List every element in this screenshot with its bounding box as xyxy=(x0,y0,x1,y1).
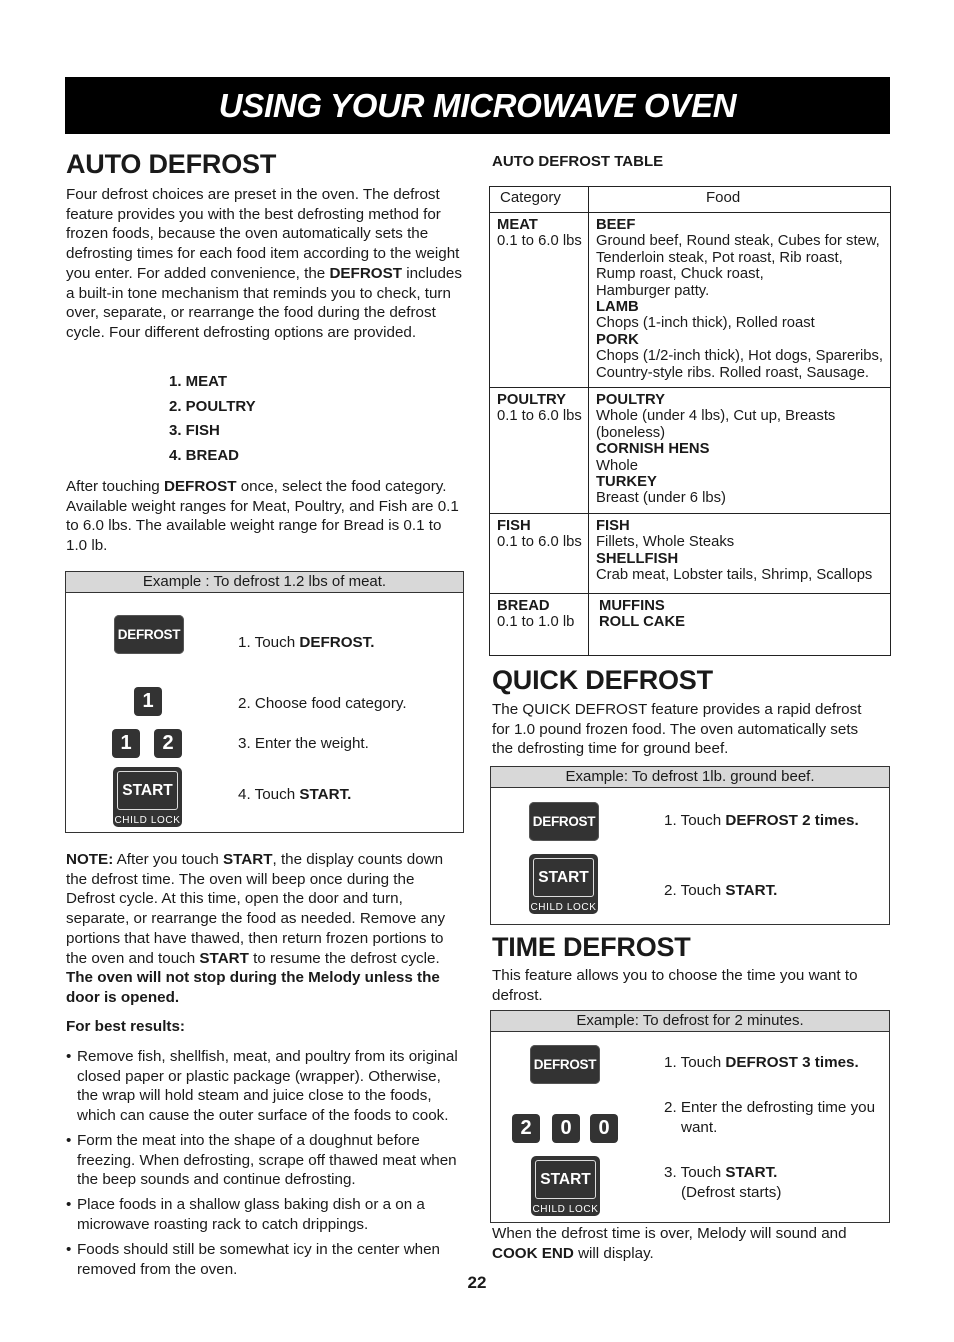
table-cell-category: POULTRY 0.1 to 6.0 lbs xyxy=(497,392,582,425)
quick-defrost-intro: The QUICK DEFROST feature provides a rapid defrost for 1.0 pound frozen food. The oven automatically sets the defrosting time for ground beef. xyxy=(492,701,862,758)
start-key[interactable] xyxy=(529,854,598,914)
start-key[interactable] xyxy=(113,767,182,827)
table-header-category: Category xyxy=(500,189,561,206)
category-item: 2. POULTRY xyxy=(169,397,256,415)
child-lock-label: CHILD LOCK xyxy=(532,1204,599,1215)
defrost-key[interactable]: DEFROST xyxy=(114,615,184,654)
table-row xyxy=(490,513,890,594)
start-key-label: START xyxy=(117,771,178,810)
category-item: 1. MEAT xyxy=(169,373,228,390)
table-cell-category: MEAT 0.1 to 6.0 lbs xyxy=(497,217,582,250)
list-item: • Form the meat into the shape of a doughnut before freezing. When defrosting, scrape off thawed meat when the beep sounds and continue defrosting. xyxy=(66,1131,463,1190)
page-number: 22 xyxy=(467,1273,487,1292)
number-key-0[interactable]: 0 xyxy=(552,1114,580,1143)
auto-defrost-table xyxy=(489,186,891,656)
example-step: 2. Touch START. xyxy=(664,882,778,899)
category-item: 4. BREAD xyxy=(169,447,240,465)
start-key[interactable] xyxy=(531,1156,600,1216)
page-title: USING YOUR MICROWAVE OVEN xyxy=(218,87,737,124)
start-key-label: START xyxy=(533,858,594,897)
table-title: AUTO DEFROST TABLE xyxy=(492,153,664,170)
auto-defrost-title: AUTO DEFROST xyxy=(66,149,277,179)
table-cell-category: FISH 0.1 to 6.0 lbs xyxy=(497,518,582,551)
example-step: 1. Touch DEFROST 2 times. xyxy=(664,812,859,829)
quick-defrost-title: QUICK DEFROST xyxy=(492,665,713,695)
note-text: NOTE: After you touch START, the display counts down the defrost time. The oven will beep once during the Defrost cycle. At this time, open the door and turn, separate, or rearrange the food as needed. Remove any portions that have thawed, then return frozen portions to the oven and touch START to resume the defrost cycle. The oven will not stop during the Melody unless the door is opened. xyxy=(66,851,446,1006)
time-defrost-intro: This feature allows you to choose the time you want to defrost. xyxy=(492,967,858,1004)
example-step: 3. Enter the weight. xyxy=(238,735,369,752)
example-header: Example : To defrost 1.2 lbs of meat. xyxy=(66,572,463,593)
table-cell-food: POULTRY Whole (under 4 lbs), Cut up, Breasts (boneless) CORNISH HENS Whole TURKEY Breast (under 6 lbs) xyxy=(596,392,836,507)
table-row xyxy=(490,387,890,514)
list-item: • Place foods in a shallow glass baking dish or a on a microwave roasting rack to catch drippings. xyxy=(66,1195,463,1234)
number-key-2[interactable]: 2 xyxy=(512,1114,540,1143)
category-list xyxy=(169,370,256,469)
list-item: • Foods should still be somewhat icy in the center when removed from the oven. xyxy=(66,1240,463,1279)
defrost-key[interactable]: DEFROST xyxy=(530,1045,600,1084)
table-row xyxy=(490,593,890,656)
quick-defrost-example-box xyxy=(490,766,890,925)
table-cell-food: MUFFINS ROLL CAKE xyxy=(599,598,686,631)
after-touching-text: After touching DEFROST once, select the food category. Available weight ranges for Meat, Poultry, and Fish are 0.1 to 6.0 lbs. The available weight range for Bread is 0.1 to 1.0 lb. xyxy=(66,478,459,555)
example-header: Example: To defrost for 2 minutes. xyxy=(491,1011,889,1032)
table-cell-food: FISH Fillets, Whole Steaks SHELLFISH Crab meat, Lobster tails, Shrimp, Scallops xyxy=(596,518,873,584)
example-header: Example: To defrost 1lb. ground beef. xyxy=(491,767,889,788)
defrost-key[interactable]: DEFROST xyxy=(529,802,599,841)
table-row xyxy=(490,212,890,388)
number-key-1[interactable]: 1 xyxy=(112,729,140,758)
start-key-label: START xyxy=(535,1160,596,1199)
list-item: • Remove fish, shellfish, meat, and poultry from its original closed paper or plastic package (wrapper). Otherwise, the wrap will hold steam and juice close to the foods, which can cause the outer surface of the foods to cook. xyxy=(66,1047,463,1126)
table-header-food: Food xyxy=(706,189,741,206)
auto-defrost-intro: Four defrost choices are preset in the oven. The defrost feature provides you with the best defrosting method for frozen foods, because the oven automatically sets the defrosting times for each food item according to the weight you enter. For added convenience, the DEFROST includes a built-in tone mechanism that reminds you to check, turn over, separate, or rearrange the food during the defrost cycle. Four different defrosting options are provided. xyxy=(66,186,462,341)
child-lock-label: CHILD LOCK xyxy=(530,902,597,913)
child-lock-label: CHILD LOCK xyxy=(114,815,181,826)
table-cell-food: BEEF Ground beef, Round steak, Cubes for stew, Tenderloin steak, Pot roast, Rib roast, Rump roast, Chuck roast, Hamburger patty. LAMB Chops (1-inch thick), Rolled roast PORK Chops (1/2-inch thick), Hot dogs, Spareribs, Country-style ribs. Rolled roast, Sausage. xyxy=(596,217,884,381)
number-key-1[interactable]: 1 xyxy=(134,687,162,716)
best-results-heading: For best results: xyxy=(66,1018,185,1035)
example-step: 1. Touch DEFROST 3 times. xyxy=(664,1054,859,1071)
time-defrost-example-box xyxy=(490,1010,890,1223)
example-step: 3. Touch START. (Defrost starts) xyxy=(664,1164,782,1201)
example-step: 2. Choose food category. xyxy=(238,695,407,712)
number-key-0[interactable]: 0 xyxy=(590,1114,618,1143)
example-step: 4. Touch START. xyxy=(238,786,352,803)
number-key-2[interactable]: 2 xyxy=(154,729,182,758)
auto-defrost-example-box xyxy=(65,571,464,833)
page-banner xyxy=(65,77,890,134)
time-defrost-title: TIME DEFROST xyxy=(492,932,691,962)
time-defrost-outro: When the defrost time is over, Melody will sound and COOK END will display. xyxy=(492,1225,847,1262)
example-step: 1. Touch DEFROST. xyxy=(238,634,375,651)
example-step: 2. Enter the defrosting time you want. xyxy=(664,1099,876,1136)
category-item: 3. FISH xyxy=(169,422,220,440)
table-cell-category: BREAD 0.1 to 1.0 lb xyxy=(497,598,575,631)
